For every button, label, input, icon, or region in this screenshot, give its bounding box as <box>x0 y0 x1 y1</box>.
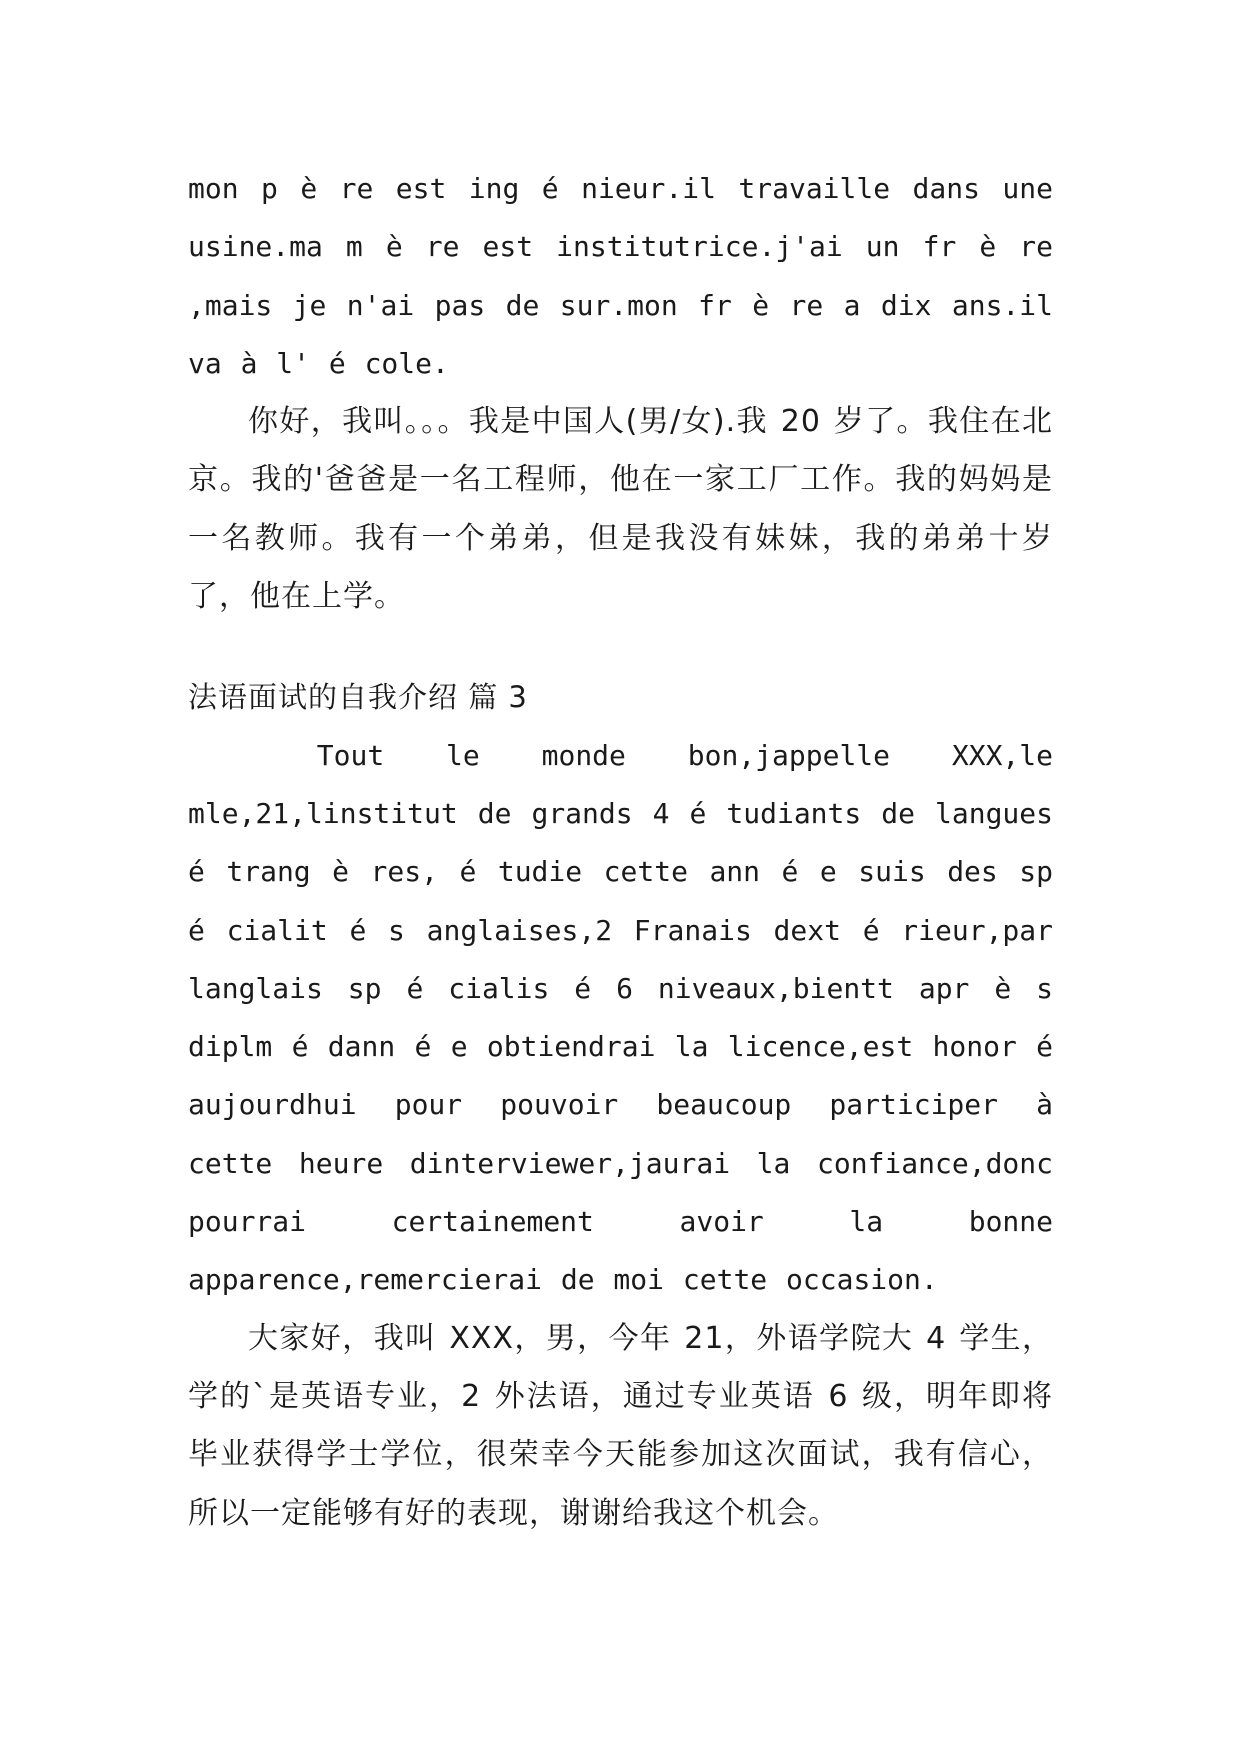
french-paragraph-interview: Tout le monde bon,jappelle XXX,le mle,21,linstitut de grands 4 é tudiants de langues é trang è res, é tudie cette ann é e suis des sp é cialit é s anglaises,2 Franais dext é rieur,par langlais sp é cialis é 6 niveaux,bientt apr è s diplm é dann é e obtiendrai la licence,est honor é aujourdhui pour pouvoir beaucoup participer à cette heure dinterviewer,jaurai la confiance,donc pourrai certainement avoir la bonne apparence,remercierai de moi cette occasion. <box>188 738 1053 1297</box>
chinese-paragraph-interview: 大家好，我叫 XXX，男，今年 21，外语学院大 4 学生，学的`是英语专业，2 外法语，通过专业英语 6 级，明年即将毕业获得学士学位，很荣幸今天能参加这次面试，我有信心，所以一定能够有好的表现，谢谢给我这个机会。 <box>188 1320 1053 1531</box>
french-paragraph-family: mon p è re est ing é nieur.il travaille dans une usine.ma m è re est institutrice.j'ai un fr è re ,mais je n'ai pas de sur.mon fr è re a dix ans.il va à l' é cole. <box>188 172 1053 380</box>
section-heading: 法语面试的自我介绍 篇 3 <box>188 680 528 715</box>
chinese-paragraph-family: 你好，我叫。。。我是中国人(男/女).我 20 岁了。我住在北京。我的'爸爸是一名工程师，他在一家工厂工作。我的妈妈是一名教师。我有一个弟弟，但是我没有妹妹，我的弟弟十岁了，他在上学。 <box>188 404 1053 615</box>
document-body <box>188 160 1053 1543</box>
section-spacer <box>188 626 1053 668</box>
